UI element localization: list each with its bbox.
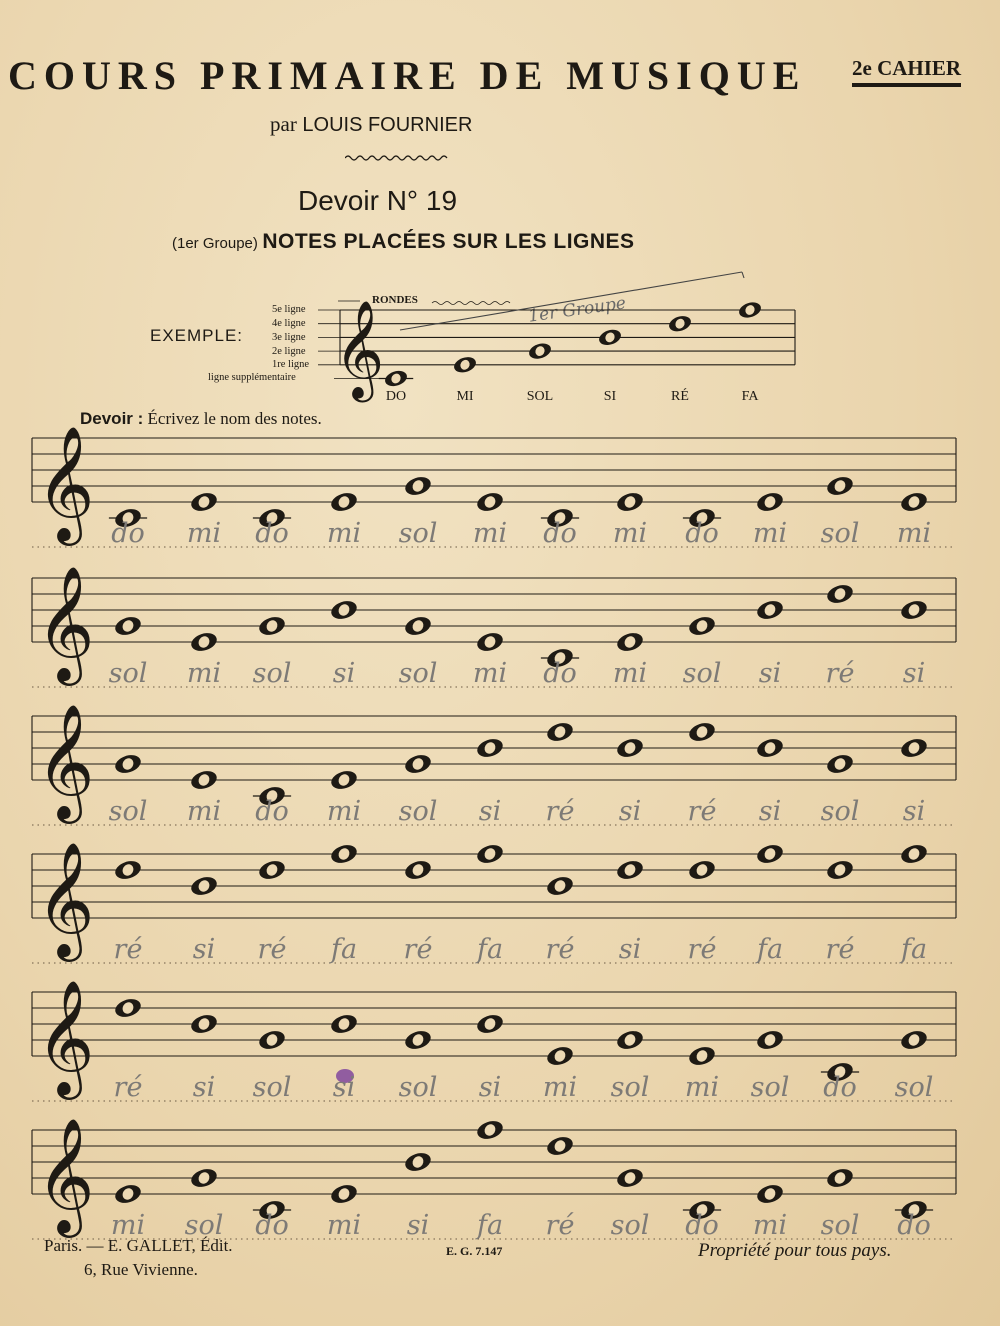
handwritten-answer: mi bbox=[186, 658, 222, 689]
handwritten-group-note: 1er Groupe bbox=[527, 293, 628, 327]
staff-6-whole-note bbox=[403, 1150, 433, 1174]
handwritten-answer: si bbox=[618, 934, 642, 965]
staff-3-whole-note bbox=[189, 768, 219, 792]
handwritten-answer: mi bbox=[896, 518, 932, 549]
staff-3-whole-note bbox=[899, 736, 929, 760]
staff-2-whole-note bbox=[257, 614, 287, 638]
handwritten-answer: ré bbox=[545, 934, 575, 965]
author-prefix: par bbox=[270, 112, 297, 136]
example-whole-note bbox=[667, 313, 693, 333]
handwritten-answer: sol bbox=[610, 1072, 650, 1103]
staff-3-whole-note bbox=[475, 736, 505, 760]
rondes-squiggle bbox=[432, 302, 510, 305]
staff-2-whole-note bbox=[825, 582, 855, 606]
staff-1-whole-note bbox=[899, 490, 929, 514]
staff-3-whole-note bbox=[545, 720, 575, 744]
staff-6-whole-note bbox=[189, 1166, 219, 1190]
example-note-name: DO bbox=[385, 389, 407, 404]
example-note-name: MI bbox=[456, 389, 474, 404]
handwritten-answer: si bbox=[478, 1072, 502, 1103]
handwritten-answer: ré bbox=[687, 934, 717, 965]
staff-5-whole-note bbox=[403, 1028, 433, 1052]
handwritten-answer: mi bbox=[752, 1210, 788, 1241]
staff-6-whole-note bbox=[615, 1166, 645, 1190]
handwritten-answer: do bbox=[685, 518, 719, 549]
handwritten-answer: fa bbox=[756, 934, 784, 965]
handwritten-answer: do bbox=[823, 1072, 857, 1103]
line-label-3: 3e ligne bbox=[272, 332, 306, 343]
handwritten-answer: si bbox=[192, 1072, 216, 1103]
example-note-name: SOL bbox=[526, 389, 554, 404]
catalog-number: E. G. 7.147 bbox=[446, 1244, 503, 1258]
staff-5-whole-note bbox=[545, 1044, 575, 1068]
staff-5-treble-clef-icon: 𝄞 bbox=[36, 980, 95, 1096]
staff-3-treble-clef-icon: 𝄞 bbox=[36, 704, 95, 820]
pencil-pointer-tick bbox=[742, 272, 744, 278]
staff-6-whole-note bbox=[825, 1166, 855, 1190]
staff-5-whole-note bbox=[899, 1028, 929, 1052]
staff-1-whole-note bbox=[403, 474, 433, 498]
handwritten-answer: si bbox=[902, 796, 926, 827]
staff-3-whole-note bbox=[687, 720, 717, 744]
staff-5-whole-note bbox=[257, 1028, 287, 1052]
line-label-4: 4e ligne bbox=[272, 318, 306, 329]
handwritten-answer: sol bbox=[398, 1072, 438, 1103]
handwritten-answer: fa bbox=[476, 1210, 504, 1241]
rondes-label: RONDES bbox=[372, 294, 418, 306]
handwritten-answer: ré bbox=[403, 934, 433, 965]
staff-3-whole-note bbox=[615, 736, 645, 760]
instruction-label: Devoir : bbox=[80, 409, 144, 428]
staff-1-whole-note bbox=[755, 490, 785, 514]
staff-5-whole-note bbox=[687, 1044, 717, 1068]
handwritten-answer: si bbox=[758, 658, 782, 689]
staff-5-whole-note bbox=[113, 996, 143, 1020]
staff-4-whole-note bbox=[755, 842, 785, 866]
staff-4-whole-note bbox=[615, 858, 645, 882]
example-whole-note bbox=[527, 341, 553, 361]
handwritten-answer: sol bbox=[108, 796, 148, 827]
staff-4-treble-clef-icon: 𝄞 bbox=[36, 842, 95, 958]
staff-6-whole-note bbox=[113, 1182, 143, 1206]
staff-2-whole-note bbox=[475, 630, 505, 654]
handwritten-answer: mi bbox=[684, 1072, 720, 1103]
staff-3-whole-note bbox=[113, 752, 143, 776]
handwritten-answer: si bbox=[192, 934, 216, 965]
staff-1-whole-note bbox=[825, 474, 855, 498]
handwritten-answer: ré bbox=[113, 1072, 143, 1103]
staff-3-whole-note bbox=[403, 752, 433, 776]
handwritten-answer: fa bbox=[900, 934, 928, 965]
handwritten-answer: do bbox=[255, 518, 289, 549]
handwritten-answer: do bbox=[255, 796, 289, 827]
handwritten-answer: do bbox=[111, 518, 145, 549]
handwritten-answer: ré bbox=[257, 934, 287, 965]
handwritten-answer: ré bbox=[825, 658, 855, 689]
staff-1-whole-note bbox=[615, 490, 645, 514]
staff-4-whole-note bbox=[113, 858, 143, 882]
staff-4-whole-note bbox=[257, 858, 287, 882]
handwritten-answer: sol bbox=[610, 1210, 650, 1241]
handwritten-answer: sol bbox=[682, 658, 722, 689]
staff-2-treble-clef-icon: 𝄞 bbox=[36, 566, 95, 682]
handwritten-answer: si bbox=[478, 796, 502, 827]
staff-6-whole-note bbox=[545, 1134, 575, 1158]
staff-6-whole-note bbox=[475, 1118, 505, 1142]
handwritten-answer: mi bbox=[542, 1072, 578, 1103]
handwritten-answer: sol bbox=[398, 658, 438, 689]
staff-2-whole-note bbox=[687, 614, 717, 638]
staff-5-whole-note bbox=[615, 1028, 645, 1052]
handwritten-answer: mi bbox=[186, 796, 222, 827]
handwritten-answer: si bbox=[618, 796, 642, 827]
staff-6-whole-note bbox=[329, 1182, 359, 1206]
example-whole-note bbox=[383, 368, 409, 388]
staff-3-whole-note bbox=[329, 768, 359, 792]
handwritten-answer: sol bbox=[894, 1072, 934, 1103]
staff-2-whole-note bbox=[755, 598, 785, 622]
handwritten-answer: do bbox=[685, 1210, 719, 1241]
handwritten-answer: fa bbox=[476, 934, 504, 965]
handwritten-answer: si bbox=[332, 1072, 356, 1103]
handwritten-answer: ré bbox=[545, 1210, 575, 1241]
handwritten-answer: mi bbox=[612, 518, 648, 549]
author-name: LOUIS FOURNIER bbox=[302, 114, 473, 136]
handwritten-answer: do bbox=[897, 1210, 931, 1241]
staff-4-whole-note bbox=[329, 842, 359, 866]
staff-1-treble-clef-icon: 𝄞 bbox=[36, 426, 95, 542]
staff-6-whole-note bbox=[755, 1182, 785, 1206]
handwritten-answer: fa bbox=[330, 934, 358, 965]
staff-6-treble-clef-icon: 𝄞 bbox=[36, 1118, 95, 1234]
handwritten-answer: mi bbox=[326, 518, 362, 549]
staff-4-whole-note bbox=[475, 842, 505, 866]
handwritten-answer: sol bbox=[184, 1210, 224, 1241]
handwritten-answer: sol bbox=[820, 796, 860, 827]
handwritten-answer: si bbox=[902, 658, 926, 689]
handwritten-answer: sol bbox=[108, 658, 148, 689]
handwritten-answer: mi bbox=[752, 518, 788, 549]
staff-2-whole-note bbox=[899, 598, 929, 622]
example-label: EXEMPLE: bbox=[150, 326, 244, 345]
staff-1-whole-note bbox=[189, 490, 219, 514]
publisher-line-2: 6, Rue Vivienne. bbox=[84, 1260, 198, 1279]
staff-5-whole-note bbox=[475, 1012, 505, 1036]
handwritten-answer: do bbox=[543, 658, 577, 689]
handwritten-answer: ré bbox=[545, 796, 575, 827]
exercise-subtitle: NOTES PLACÉES SUR LES LIGNES bbox=[262, 230, 635, 253]
line-label-5: 5e ligne bbox=[272, 304, 306, 315]
publisher-line-1: Paris. — E. GALLET, Édit. bbox=[44, 1236, 233, 1255]
example-whole-note bbox=[597, 327, 623, 347]
handwritten-answer: mi bbox=[326, 796, 362, 827]
instruction-text: Écrivez le nom des notes. bbox=[147, 409, 322, 428]
handwritten-answer: ré bbox=[825, 934, 855, 965]
staff-5-whole-note bbox=[755, 1028, 785, 1052]
handwritten-answer: sol bbox=[820, 518, 860, 549]
handwritten-answer: mi bbox=[472, 518, 508, 549]
line-label-2: 2e ligne bbox=[272, 346, 306, 357]
example-note-name: RÉ bbox=[671, 389, 689, 404]
staff-4-whole-note bbox=[189, 874, 219, 898]
staff-2-whole-note bbox=[403, 614, 433, 638]
handwritten-answer: si bbox=[758, 796, 782, 827]
staff-4-whole-note bbox=[825, 858, 855, 882]
example-note-name: SI bbox=[603, 389, 617, 404]
handwritten-answer: sol bbox=[252, 658, 292, 689]
example-note-name: FA bbox=[741, 389, 759, 404]
staff-3-whole-note bbox=[755, 736, 785, 760]
handwritten-answer: mi bbox=[612, 658, 648, 689]
staff-2-whole-note bbox=[329, 598, 359, 622]
staff-4-whole-note bbox=[899, 842, 929, 866]
staff-3-whole-note bbox=[825, 752, 855, 776]
handwritten-answer: sol bbox=[820, 1210, 860, 1241]
cahier-text: 2e CAHIER bbox=[852, 56, 962, 80]
staff-4-whole-note bbox=[545, 874, 575, 898]
handwritten-answer: ré bbox=[687, 796, 717, 827]
handwritten-answer: mi bbox=[186, 518, 222, 549]
exercise-title: Devoir N° 19 bbox=[298, 185, 458, 216]
staff-5-whole-note bbox=[189, 1012, 219, 1036]
handwritten-answer: do bbox=[543, 518, 577, 549]
publisher-block bbox=[44, 1234, 233, 1282]
handwritten-answer: si bbox=[332, 658, 356, 689]
handwritten-answer: sol bbox=[750, 1072, 790, 1103]
staff-2-whole-note bbox=[615, 630, 645, 654]
handwritten-answer: do bbox=[255, 1210, 289, 1241]
handwritten-answer: sol bbox=[398, 796, 438, 827]
rights-notice: Propriété pour tous pays. bbox=[698, 1240, 892, 1261]
line-label-ledger: ligne supplémentaire bbox=[208, 372, 296, 383]
example-treble-clef-icon: 𝄞 bbox=[334, 299, 385, 399]
staff-2-whole-note bbox=[189, 630, 219, 654]
staff-5-whole-note bbox=[329, 1012, 359, 1036]
handwritten-answer: mi bbox=[326, 1210, 362, 1241]
example-whole-note bbox=[737, 300, 763, 320]
staff-2-whole-note bbox=[113, 614, 143, 638]
group-prefix: (1er Groupe) bbox=[172, 235, 258, 252]
handwritten-answer: si bbox=[406, 1210, 430, 1241]
staff-1-whole-note bbox=[329, 490, 359, 514]
handwritten-answer: sol bbox=[252, 1072, 292, 1103]
handwritten-answer: sol bbox=[398, 518, 438, 549]
staff-4-whole-note bbox=[403, 858, 433, 882]
handwritten-answer: mi bbox=[110, 1210, 146, 1241]
staff-4-whole-note bbox=[687, 858, 717, 882]
line-label-1: 1re ligne bbox=[272, 359, 310, 370]
handwritten-answer: ré bbox=[113, 934, 143, 965]
handwritten-answer: mi bbox=[472, 658, 508, 689]
staff-1-whole-note bbox=[475, 490, 505, 514]
example-whole-note bbox=[452, 355, 478, 375]
page-title: COURS PRIMAIRE DE MUSIQUE bbox=[8, 53, 807, 98]
